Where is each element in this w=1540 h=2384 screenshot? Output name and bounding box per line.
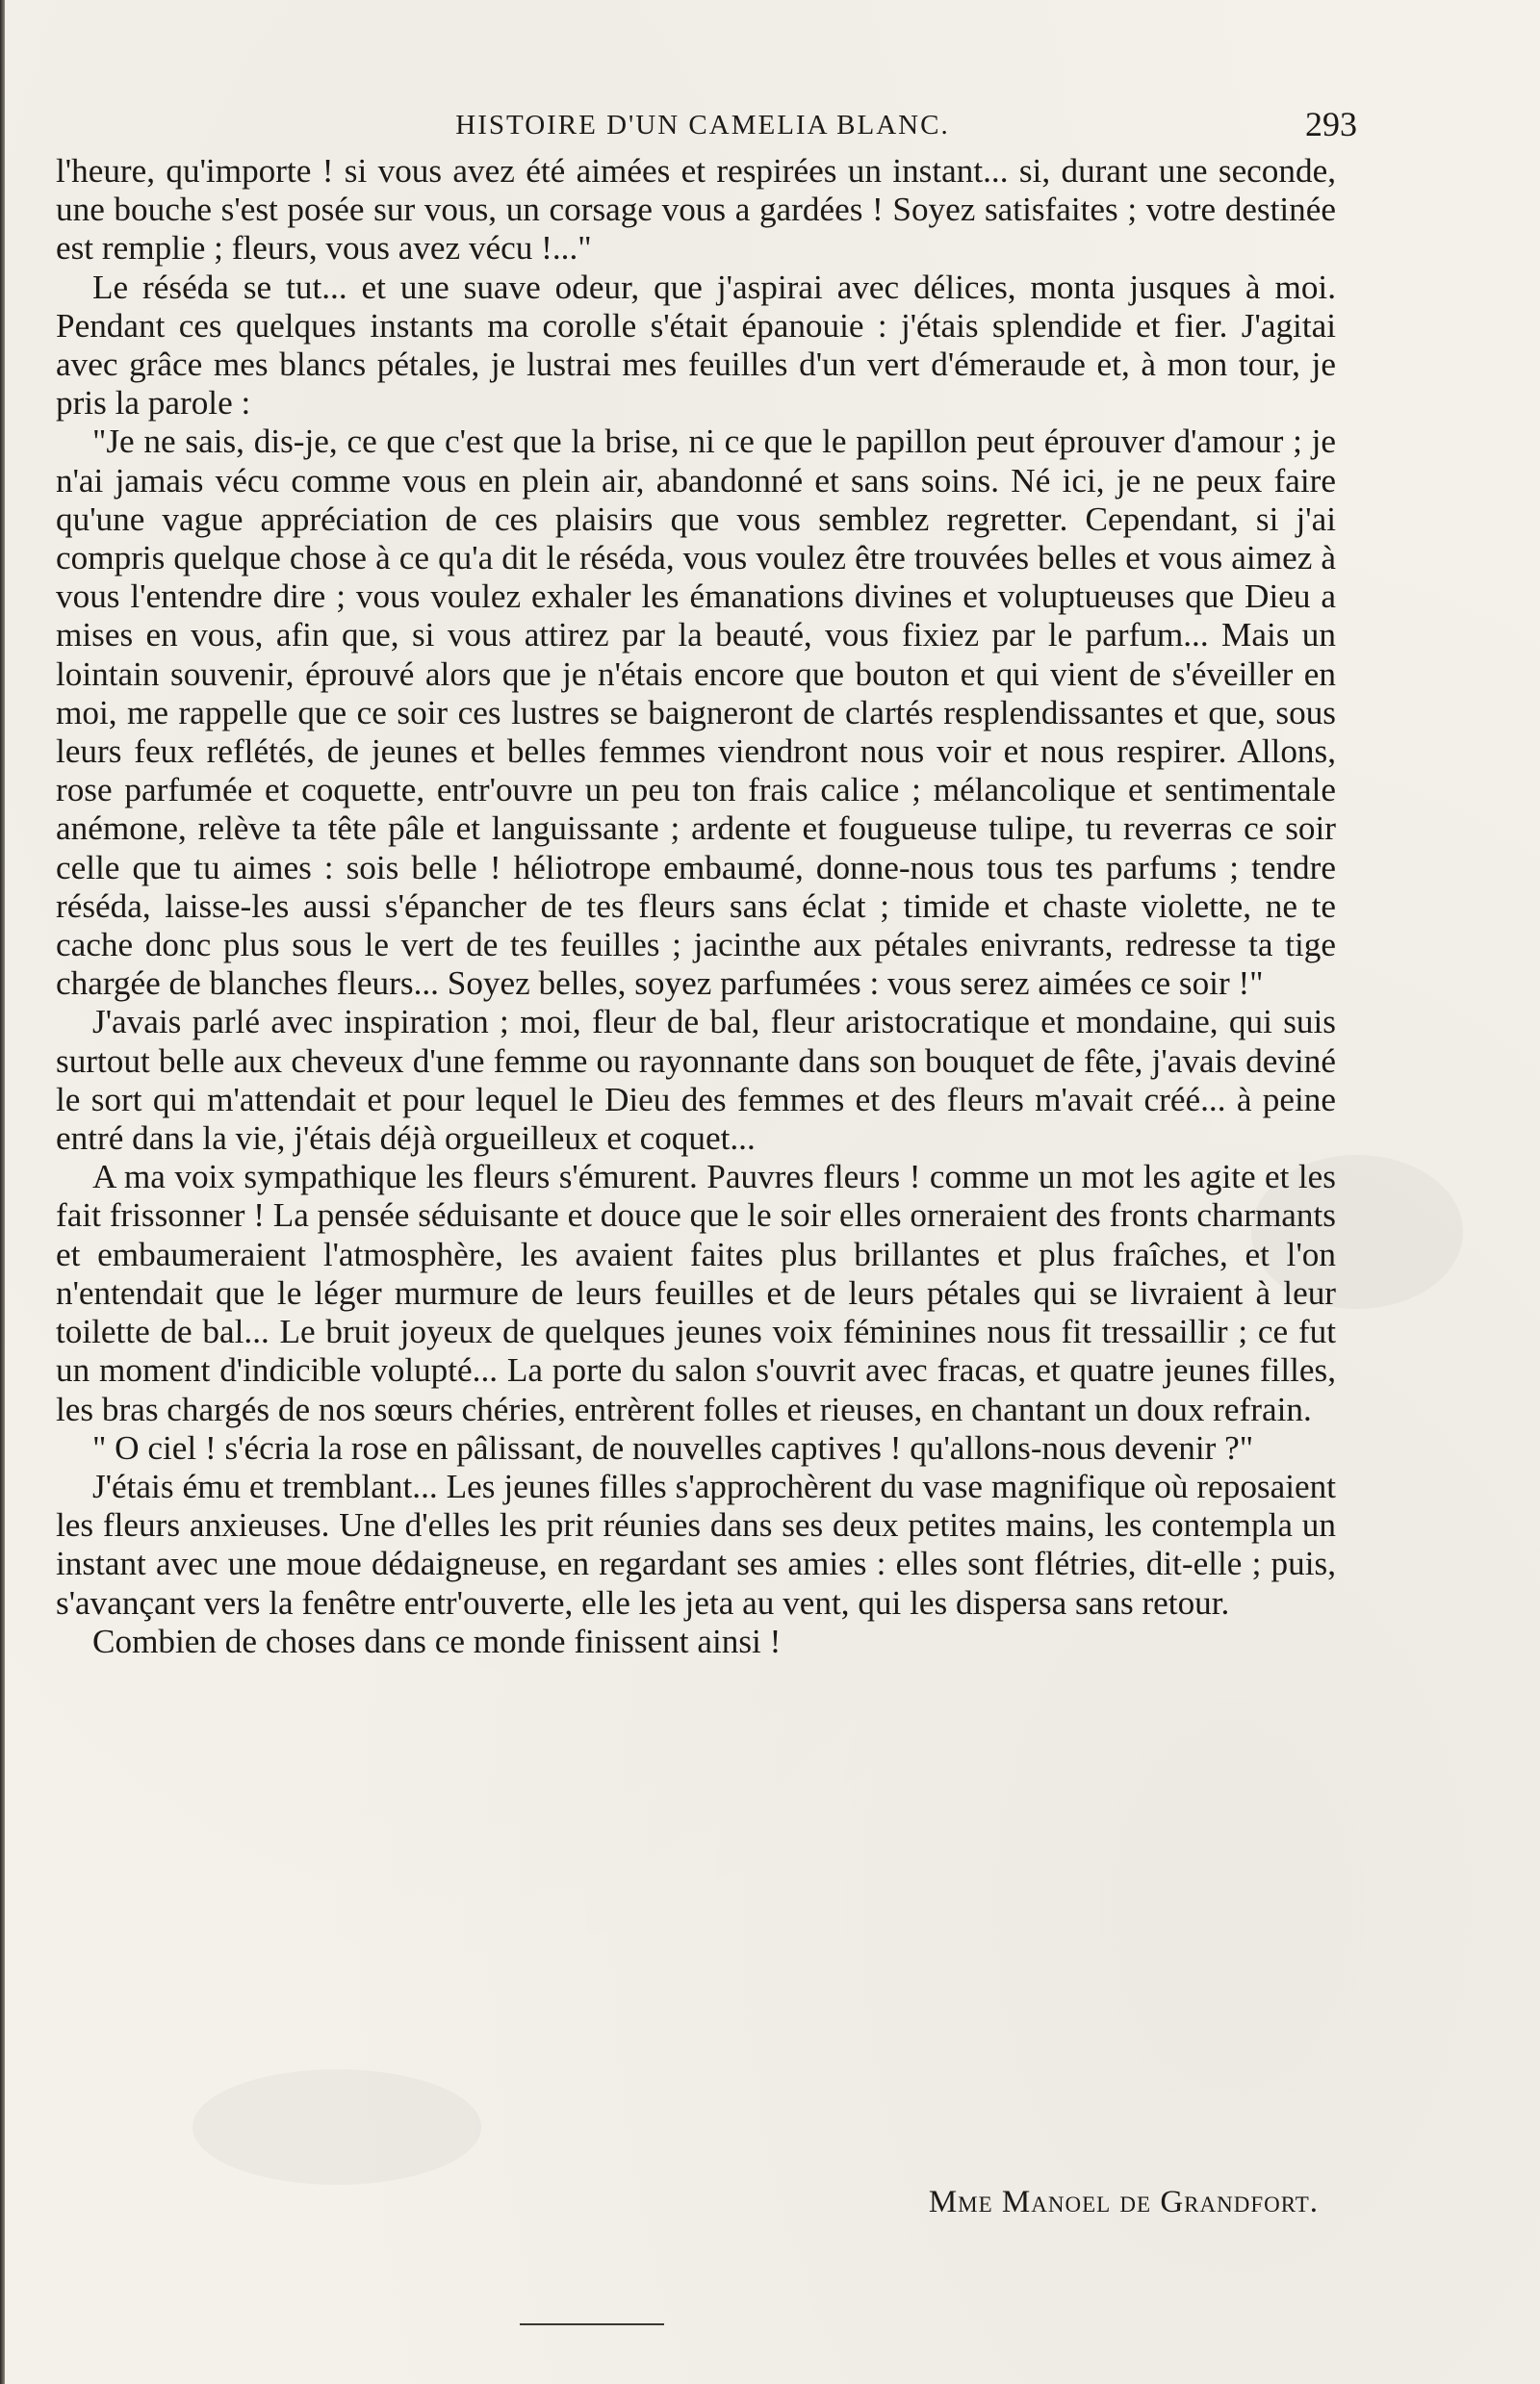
paragraph: "Je ne sais, dis-je, ce que c'est que la brise, ni ce que le papillon peut éprouver d'amour ; je n'ai jamais vécu comme vous en plein air, abandonné et sans soins. Né ici, je ne peux faire qu'une vague appréciation de ces plaisirs que vous semblez regretter. Cependant, si j'ai compris quelque chose à ce qu'a dit le réséda, vous voulez être trouvées belles et vous aimez à vous l'entendre dire ; vous voulez exhaler les émanations divines et voluptueuses que Dieu a mises en vous, afin que, si vous attirez par la beauté, vous fixiez par le parfum... Mais un lointain souvenir, éprouvé alors que je n'étais encore que bouton et qui vient de s'éveiller en moi, me rappelle que ce soir ces lustres se baigneront de clartés resplendissantes et que, sous leurs feux reflétés, de jeunes et belles femmes viendront nous voir et nous respirer. Allons, rose parfumée et coquette, entr'ouvre un peu ton frais calice ; mélancolique et sentimentale anémone, relève ta tête pâle et languissante ; ardente et fougueuse tulipe, tu reverras ce soir celle que tu aimes : sois belle ! héliotrope embaumé, donne-nous tous tes parfums ; tendre réséda, laisse-les aussi s'épancher de tes fleurs sans éclat ; timide et chaste violette, ne te cache donc plus sous le vert de tes feuilles ; jacinthe aux pétales enivrants, redresse ta tige chargée de blanches fleurs... Soyez belles, soyez parfumées : vous serez aimées ce soir !"	[56, 423, 1336, 1003]
paragraph: A ma voix sympathique les fleurs s'émurent. Pauvres fleurs ! comme un mot les agite et les fait frissonner ! La pensée séduisante et douce que le soir elles orneraient des fronts charmants et embaumeraient l'atmosphère, les avaient faites plus brillantes et plus fraîches, et l'on n'entendait que le léger murmure de leurs feuilles et de leurs pétales qui se livraient à leur toilette de bal... Le bruit joyeux de quelques jeunes voix féminines nous fit tressaillir ; ce fut un moment d'indicible volupté... La porte du salon s'ouvrit avec fracas, et quatre jeunes filles, les bras chargés de nos sœurs chéries, entrèrent folles et rieuses, en chantant un doux refrain.	[56, 1158, 1336, 1428]
paragraph: " O ciel ! s'écria la rose en pâlissant, de nouvelles captives ! qu'allons-nous devenir ?"	[92, 1428, 1254, 1467]
author-signature: Mme Manoel de Grandfort.	[928, 2185, 1319, 2219]
running-head	[58, 104, 1357, 152]
paragraph: J'avais parlé avec inspiration ; moi, fleur de bal, fleur aristocratique et mondaine, qui suis surtout belle aux cheveux d'une femme ou rayonnante dans son bouquet de fête, j'avais deviné le sort qui m'attendait et pour lequel le Dieu des femmes et des fleurs m'avait créé... à peine entré dans la vie, j'étais déjà orgueilleux et coquet...	[56, 1003, 1336, 1158]
running-title: HISTOIRE D'UN CAMELIA BLANC.	[455, 110, 950, 141]
paragraph: J'étais ému et tremblant... Les jeunes filles s'approchèrent du vase magnifique où reposaient les fleurs anxieuses. Une d'elles les prit réunies dans ses deux petites mains, les contempla un instant avec une moue dédaigneuse, en regardant ses amies : elles sont flétries, dit-elle ; puis, s'avançant vers la fenêtre entr'ouverte, elle les jeta au vent, qui les dispersa sans retour.	[56, 1467, 1336, 1622]
paper-stain	[192, 2069, 481, 2185]
body-text	[56, 152, 1336, 1661]
paragraph: Combien de choses dans ce monde finissent ainsi !	[92, 1622, 782, 1660]
end-rule	[520, 2323, 664, 2325]
page-number: 293	[1305, 105, 1357, 143]
paragraph: Le réséda se tut... et une suave odeur, que j'aspirai avec délices, monta jusques à moi. Pendant ces quelques instants ma corolle s'était épanouie : j'étais splendide et fier. J'agitai avec grâce mes blancs pétales, je lustrai mes feuilles d'un vert d'émeraude et, à mon tour, je pris la parole :	[56, 268, 1336, 423]
paragraph: l'heure, qu'importe ! si vous avez été aimées et respirées un instant... si, durant une seconde, une bouche s'est posée sur vous, un corsage vous a gardées ! Soyez satisfaites ; votre destinée est remplie ; fleurs, vous avez vécu !..."	[56, 152, 1336, 268]
page-binding-edge	[0, 0, 5, 2384]
